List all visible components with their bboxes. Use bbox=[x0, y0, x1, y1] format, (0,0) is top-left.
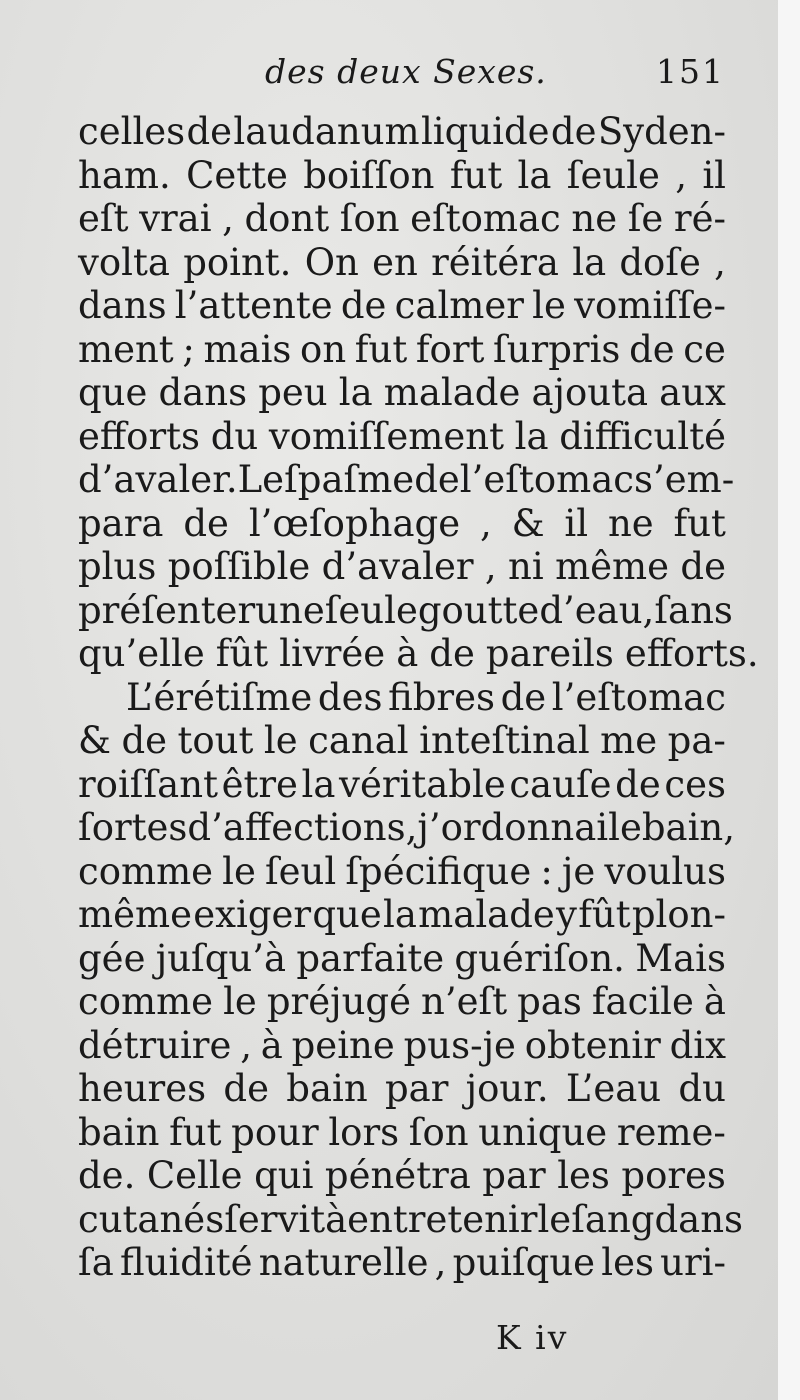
word: de bbox=[186, 110, 233, 153]
word: L’eau bbox=[565, 1067, 662, 1110]
word: de bbox=[629, 327, 675, 371]
word: ajouta bbox=[531, 371, 649, 414]
word: aux bbox=[659, 371, 726, 414]
word: point. bbox=[183, 240, 292, 284]
word: le bbox=[222, 849, 256, 893]
word: vomiſſement bbox=[268, 414, 504, 458]
word: comme bbox=[78, 849, 214, 893]
word: comme bbox=[78, 980, 214, 1023]
word: fût bbox=[215, 632, 269, 675]
word: unique bbox=[478, 1110, 608, 1154]
word: On bbox=[304, 240, 359, 284]
word: être bbox=[221, 762, 298, 806]
word: Mais bbox=[635, 936, 726, 980]
text-line bbox=[78, 719, 726, 763]
word: ſpécifique bbox=[345, 849, 532, 893]
word: pareils bbox=[485, 632, 614, 675]
word: pus-je bbox=[403, 1023, 516, 1067]
word: n’eſt bbox=[421, 980, 508, 1023]
word: fut bbox=[673, 501, 726, 545]
word: ſeule bbox=[324, 588, 418, 632]
word: ſortes bbox=[78, 806, 188, 849]
word: les bbox=[601, 1241, 654, 1284]
word: que bbox=[312, 893, 382, 936]
word: Celle bbox=[146, 1154, 243, 1197]
word: la bbox=[514, 414, 549, 458]
text-line bbox=[78, 588, 733, 633]
word: une bbox=[255, 588, 325, 632]
text-line bbox=[78, 1067, 726, 1111]
word: fluidité bbox=[119, 1241, 253, 1284]
word: malade bbox=[383, 371, 521, 414]
word: ſurpris bbox=[493, 327, 621, 371]
word: heures bbox=[78, 1067, 207, 1110]
word: l’attente bbox=[174, 284, 333, 327]
word: ſon bbox=[339, 197, 400, 240]
word: dont bbox=[244, 197, 330, 240]
word: eſtomac bbox=[410, 197, 561, 240]
word: mais bbox=[203, 327, 292, 371]
word: Cette bbox=[186, 153, 288, 197]
word: le bbox=[223, 980, 257, 1023]
word: d’avaler bbox=[321, 545, 474, 588]
word: doſe bbox=[619, 240, 701, 284]
text-line bbox=[78, 328, 726, 372]
word: pour bbox=[231, 1110, 319, 1154]
text-line bbox=[78, 850, 726, 894]
word: ſpaſme bbox=[284, 458, 415, 501]
word: de bbox=[340, 284, 387, 327]
text-line bbox=[78, 937, 726, 981]
word: parfaite bbox=[296, 936, 445, 980]
body-text bbox=[78, 110, 759, 1285]
word: ſans bbox=[654, 588, 733, 632]
word: s’em- bbox=[633, 458, 735, 501]
word: , bbox=[642, 588, 655, 632]
page-number: 151 bbox=[656, 52, 725, 91]
word: Le bbox=[237, 458, 285, 501]
text-line bbox=[78, 371, 726, 415]
word: l’eſtomac bbox=[459, 458, 634, 501]
word: entretenir bbox=[347, 1197, 538, 1241]
text-line bbox=[78, 676, 726, 720]
word: de bbox=[429, 632, 475, 675]
word: de bbox=[550, 110, 597, 153]
word: liquide bbox=[420, 110, 550, 153]
word: efforts bbox=[78, 414, 201, 458]
word: des bbox=[317, 675, 383, 719]
word: L’érétiſme bbox=[126, 675, 313, 719]
word: dans bbox=[78, 284, 167, 327]
word: fût bbox=[578, 893, 631, 936]
word: même bbox=[78, 893, 192, 936]
word: à bbox=[703, 980, 726, 1023]
word: il bbox=[702, 153, 726, 197]
word: vomiſſe- bbox=[574, 284, 726, 327]
word: plon- bbox=[631, 893, 726, 936]
word: de bbox=[680, 545, 726, 588]
word: & bbox=[511, 501, 545, 545]
word: & bbox=[78, 719, 111, 762]
text-line bbox=[78, 241, 726, 285]
word: bain bbox=[641, 806, 724, 849]
word: je bbox=[561, 849, 596, 893]
word: ment bbox=[78, 327, 174, 371]
word: fut bbox=[354, 327, 408, 371]
word: , bbox=[434, 1241, 447, 1284]
word: ham. bbox=[78, 153, 171, 197]
word: ſervit bbox=[224, 1197, 326, 1241]
word: ſon bbox=[408, 1110, 469, 1154]
text-line bbox=[78, 415, 726, 459]
word: , bbox=[675, 153, 687, 197]
word: pas bbox=[517, 980, 582, 1023]
word: véritable bbox=[339, 762, 506, 806]
word: para bbox=[78, 501, 164, 545]
word: préſenter bbox=[78, 588, 256, 632]
word: reme- bbox=[616, 1110, 726, 1154]
word: par bbox=[482, 1154, 546, 1197]
word: ce bbox=[683, 327, 726, 371]
text-line bbox=[78, 893, 726, 937]
running-title: des deux Sexes. bbox=[265, 52, 547, 91]
word: d’affections bbox=[187, 806, 406, 849]
word: , bbox=[240, 1023, 252, 1067]
word: en bbox=[372, 240, 418, 284]
word: à bbox=[396, 632, 419, 675]
word: ne bbox=[607, 501, 654, 545]
page-edge bbox=[778, 0, 800, 1400]
word: il bbox=[564, 501, 589, 545]
word: efforts. bbox=[624, 632, 759, 675]
word: jour. bbox=[465, 1067, 549, 1110]
word: eſt bbox=[78, 197, 129, 240]
word: le bbox=[537, 1197, 572, 1241]
word: bain bbox=[78, 1110, 160, 1154]
word: le bbox=[263, 719, 298, 762]
word: canal bbox=[308, 719, 409, 762]
word: poſſible bbox=[167, 545, 311, 588]
text-line bbox=[78, 1111, 726, 1155]
word: : bbox=[540, 849, 553, 893]
word: ces bbox=[664, 762, 726, 806]
text-line bbox=[78, 502, 726, 546]
word: ſa bbox=[78, 1241, 114, 1284]
word: de. bbox=[78, 1154, 136, 1197]
word: le bbox=[532, 284, 566, 327]
word: lors bbox=[328, 1110, 400, 1154]
word: ré- bbox=[673, 197, 726, 240]
word: la bbox=[338, 371, 373, 414]
word: livrée bbox=[279, 632, 386, 675]
word: le bbox=[608, 806, 642, 849]
word: , bbox=[723, 806, 736, 849]
word: dix bbox=[669, 1023, 726, 1067]
word: de bbox=[223, 1067, 269, 1110]
text-line bbox=[78, 763, 726, 807]
text-line bbox=[78, 1197, 744, 1242]
word: y bbox=[556, 893, 577, 936]
word: tout bbox=[177, 719, 254, 762]
word: inteſtinal bbox=[419, 719, 590, 762]
text-line bbox=[78, 110, 726, 154]
word: plus bbox=[78, 545, 157, 588]
word: guériſon. bbox=[454, 936, 625, 980]
word: fut bbox=[169, 1110, 222, 1154]
word: ni bbox=[508, 545, 544, 588]
word: que bbox=[78, 371, 148, 414]
word: pa- bbox=[667, 719, 726, 762]
text-line bbox=[78, 154, 726, 198]
word: , bbox=[714, 240, 726, 284]
word: gée bbox=[78, 936, 146, 980]
word: pores bbox=[621, 1154, 726, 1197]
word: , bbox=[484, 545, 497, 588]
word: exiger bbox=[193, 893, 312, 936]
word: fut bbox=[449, 153, 503, 197]
word: même bbox=[555, 545, 670, 588]
word: ; bbox=[182, 327, 195, 371]
word: on bbox=[300, 327, 347, 371]
word: uri- bbox=[660, 1241, 726, 1284]
text-line bbox=[78, 632, 759, 676]
word: préjugé bbox=[266, 980, 411, 1023]
word: l’œſophage bbox=[248, 501, 461, 545]
text-line bbox=[78, 197, 726, 241]
word: goutte bbox=[417, 588, 540, 632]
word: celles bbox=[78, 110, 186, 153]
word: peu bbox=[258, 371, 328, 414]
word: les bbox=[557, 1154, 610, 1197]
word: puiſque bbox=[452, 1241, 596, 1284]
word: qu’elle bbox=[78, 632, 205, 675]
word: me bbox=[600, 719, 658, 762]
word: , bbox=[479, 501, 492, 545]
word: ſeule bbox=[566, 153, 660, 197]
word: roiſſant bbox=[78, 762, 218, 806]
text-line bbox=[78, 980, 726, 1024]
text-line bbox=[78, 284, 726, 328]
word: réitéra bbox=[431, 240, 559, 284]
word: calmer bbox=[394, 284, 524, 327]
word: de bbox=[500, 675, 547, 719]
word: qui bbox=[254, 1154, 314, 1197]
word: facile bbox=[591, 980, 694, 1023]
word: de bbox=[183, 501, 229, 545]
word: juſqu’à bbox=[155, 936, 287, 980]
text-line bbox=[78, 1154, 726, 1198]
word: de bbox=[615, 762, 661, 806]
word: volta bbox=[78, 240, 170, 284]
word: , bbox=[222, 197, 234, 240]
word: boiſſon bbox=[303, 153, 435, 197]
word: de bbox=[414, 458, 460, 501]
word: malade bbox=[418, 893, 555, 936]
word: Syden- bbox=[597, 110, 726, 153]
word: dans bbox=[654, 1197, 744, 1241]
word: la bbox=[572, 240, 607, 284]
text-line bbox=[78, 806, 736, 850]
text-line bbox=[78, 545, 726, 589]
word: ſe bbox=[627, 197, 664, 240]
word: j’ordonnai bbox=[417, 806, 609, 849]
word: du bbox=[210, 414, 259, 458]
text-line bbox=[78, 1024, 726, 1068]
word: ſeul bbox=[264, 849, 337, 893]
word: à bbox=[260, 1023, 283, 1067]
word: d’avaler. bbox=[78, 458, 238, 501]
word: la bbox=[301, 762, 336, 806]
signature-mark: K iv bbox=[496, 1318, 569, 1357]
word: ne bbox=[571, 197, 618, 240]
word: laudanum bbox=[233, 110, 420, 153]
word: la bbox=[517, 153, 552, 197]
text-line bbox=[78, 1241, 726, 1285]
word: cauſe bbox=[509, 762, 612, 806]
word: difficulté bbox=[559, 414, 726, 458]
word: la bbox=[383, 893, 417, 936]
word: vrai bbox=[139, 197, 212, 240]
word: à bbox=[325, 1197, 348, 1241]
word: bain bbox=[286, 1067, 368, 1110]
word: pénétra bbox=[324, 1154, 471, 1197]
word: par bbox=[384, 1067, 449, 1110]
word: obtenir bbox=[524, 1023, 661, 1067]
word: ſang bbox=[571, 1197, 655, 1241]
word: fibres bbox=[388, 675, 495, 719]
word: de bbox=[121, 719, 168, 762]
word: naturelle bbox=[258, 1241, 429, 1284]
word: d’eau bbox=[539, 588, 643, 632]
word: cutanés bbox=[78, 1197, 225, 1241]
word: du bbox=[678, 1067, 726, 1110]
word: , bbox=[405, 806, 418, 849]
word: peine bbox=[291, 1023, 395, 1067]
word: voulus bbox=[604, 849, 726, 893]
word: fort bbox=[415, 327, 485, 371]
word: détruire bbox=[78, 1023, 232, 1067]
word: dans bbox=[158, 371, 248, 414]
word: l’eſtomac bbox=[551, 675, 726, 719]
text-line bbox=[78, 458, 735, 502]
